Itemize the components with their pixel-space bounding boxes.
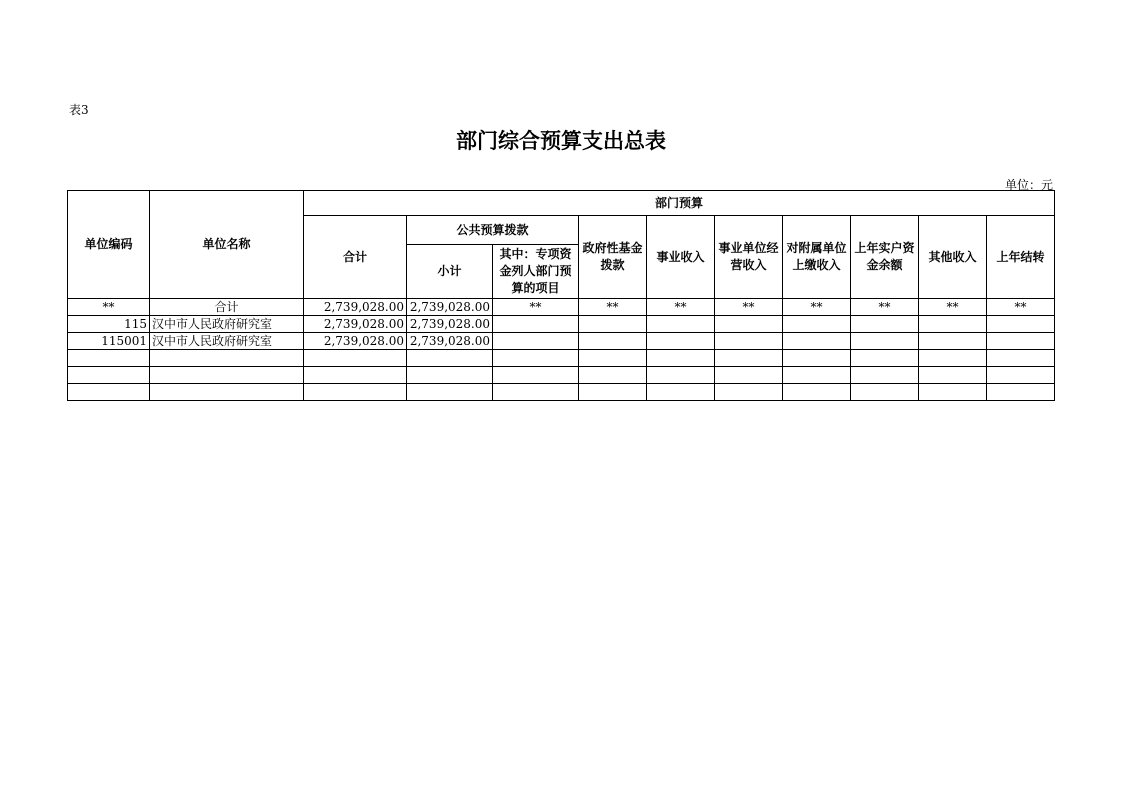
empty-cell bbox=[150, 384, 304, 401]
empty-cell bbox=[407, 367, 493, 384]
cell-gov-fund bbox=[579, 333, 647, 350]
empty-cell bbox=[68, 367, 150, 384]
empty-cell bbox=[407, 384, 493, 401]
cell-code: 115001 bbox=[68, 333, 150, 350]
empty-cell bbox=[783, 384, 851, 401]
table-row-empty bbox=[68, 350, 1055, 367]
cell-carryover: ** bbox=[987, 299, 1055, 316]
header-dept-budget: 部门预算 bbox=[304, 191, 1055, 216]
header-carryover: 上年结转 bbox=[987, 216, 1055, 299]
empty-cell bbox=[647, 384, 715, 401]
table-number: 表3 bbox=[69, 103, 89, 117]
empty-cell bbox=[493, 367, 579, 384]
cell-special bbox=[493, 333, 579, 350]
header-business-income: 事业收入 bbox=[647, 216, 715, 299]
empty-cell bbox=[304, 350, 407, 367]
cell-business: ** bbox=[647, 299, 715, 316]
table-row bbox=[68, 299, 1055, 316]
header-unit-code: 单位编码 bbox=[68, 191, 150, 299]
cell-subordinate: ** bbox=[783, 299, 851, 316]
header-special-funds: 其中：专项资金列人部门预算的项目 bbox=[493, 245, 579, 299]
budget-table bbox=[67, 190, 1055, 401]
empty-cell bbox=[851, 367, 919, 384]
empty-cell bbox=[851, 384, 919, 401]
header-subordinate-income: 对附属单位上缴收入 bbox=[783, 216, 851, 299]
empty-cell bbox=[579, 367, 647, 384]
cell-subordinate bbox=[783, 333, 851, 350]
empty-cell bbox=[987, 384, 1055, 401]
cell-name: 合计 bbox=[150, 299, 304, 316]
empty-cell bbox=[493, 384, 579, 401]
empty-cell bbox=[715, 367, 783, 384]
empty-cell bbox=[851, 350, 919, 367]
empty-cell bbox=[493, 350, 579, 367]
empty-cell bbox=[150, 367, 304, 384]
cell-operating: ** bbox=[715, 299, 783, 316]
cell-name: 汉中市人民政府研究室 bbox=[150, 333, 304, 350]
empty-cell bbox=[150, 350, 304, 367]
empty-cell bbox=[783, 367, 851, 384]
page-title: 部门综合预算支出总表 bbox=[456, 129, 666, 153]
cell-operating bbox=[715, 333, 783, 350]
header-other-income: 其他收入 bbox=[919, 216, 987, 299]
cell-gov-fund: ** bbox=[579, 299, 647, 316]
empty-cell bbox=[304, 384, 407, 401]
cell-other bbox=[919, 333, 987, 350]
cell-subtotal: 2,739,028.00 bbox=[407, 333, 493, 350]
empty-cell bbox=[579, 350, 647, 367]
empty-cell bbox=[987, 367, 1055, 384]
header-subtotal: 小计 bbox=[407, 245, 493, 299]
cell-carryover bbox=[987, 333, 1055, 350]
header-total: 合计 bbox=[304, 216, 407, 299]
empty-cell bbox=[783, 350, 851, 367]
table-row-empty bbox=[68, 384, 1055, 401]
cell-subtotal: 2,739,028.00 bbox=[407, 316, 493, 333]
table-row-empty bbox=[68, 367, 1055, 384]
header-unit-name: 单位名称 bbox=[150, 191, 304, 299]
table-row bbox=[68, 316, 1055, 333]
header-prior-year-balance: 上年实户资金余额 bbox=[851, 216, 919, 299]
cell-carryover bbox=[987, 316, 1055, 333]
cell-gov-fund bbox=[579, 316, 647, 333]
empty-cell bbox=[304, 367, 407, 384]
empty-cell bbox=[987, 350, 1055, 367]
cell-name: 汉中市人民政府研究室 bbox=[150, 316, 304, 333]
empty-cell bbox=[68, 350, 150, 367]
cell-other: ** bbox=[919, 299, 987, 316]
empty-cell bbox=[407, 350, 493, 367]
table-row bbox=[68, 333, 1055, 350]
cell-code: ** bbox=[68, 299, 150, 316]
cell-subtotal: 2,739,028.00 bbox=[407, 299, 493, 316]
cell-subordinate bbox=[783, 316, 851, 333]
empty-cell bbox=[919, 350, 987, 367]
cell-special: ** bbox=[493, 299, 579, 316]
cell-business bbox=[647, 316, 715, 333]
empty-cell bbox=[715, 384, 783, 401]
cell-total: 2,739,028.00 bbox=[304, 299, 407, 316]
cell-prior-balance bbox=[851, 333, 919, 350]
empty-cell bbox=[715, 350, 783, 367]
empty-cell bbox=[68, 384, 150, 401]
cell-code: 115 bbox=[68, 316, 150, 333]
header-operating-income: 事业单位经营收入 bbox=[715, 216, 783, 299]
header-public-appropriation: 公共预算拨款 bbox=[407, 216, 579, 245]
cell-prior-balance: ** bbox=[851, 299, 919, 316]
cell-special bbox=[493, 316, 579, 333]
empty-cell bbox=[647, 367, 715, 384]
empty-cell bbox=[579, 384, 647, 401]
cell-total: 2,739,028.00 bbox=[304, 333, 407, 350]
cell-other bbox=[919, 316, 987, 333]
empty-cell bbox=[919, 384, 987, 401]
cell-total: 2,739,028.00 bbox=[304, 316, 407, 333]
cell-operating bbox=[715, 316, 783, 333]
unit-note: 单位：元 bbox=[1004, 178, 1053, 192]
empty-cell bbox=[919, 367, 987, 384]
empty-cell bbox=[647, 350, 715, 367]
header-gov-fund: 政府性基金拨款 bbox=[579, 216, 647, 299]
cell-business bbox=[647, 333, 715, 350]
cell-prior-balance bbox=[851, 316, 919, 333]
